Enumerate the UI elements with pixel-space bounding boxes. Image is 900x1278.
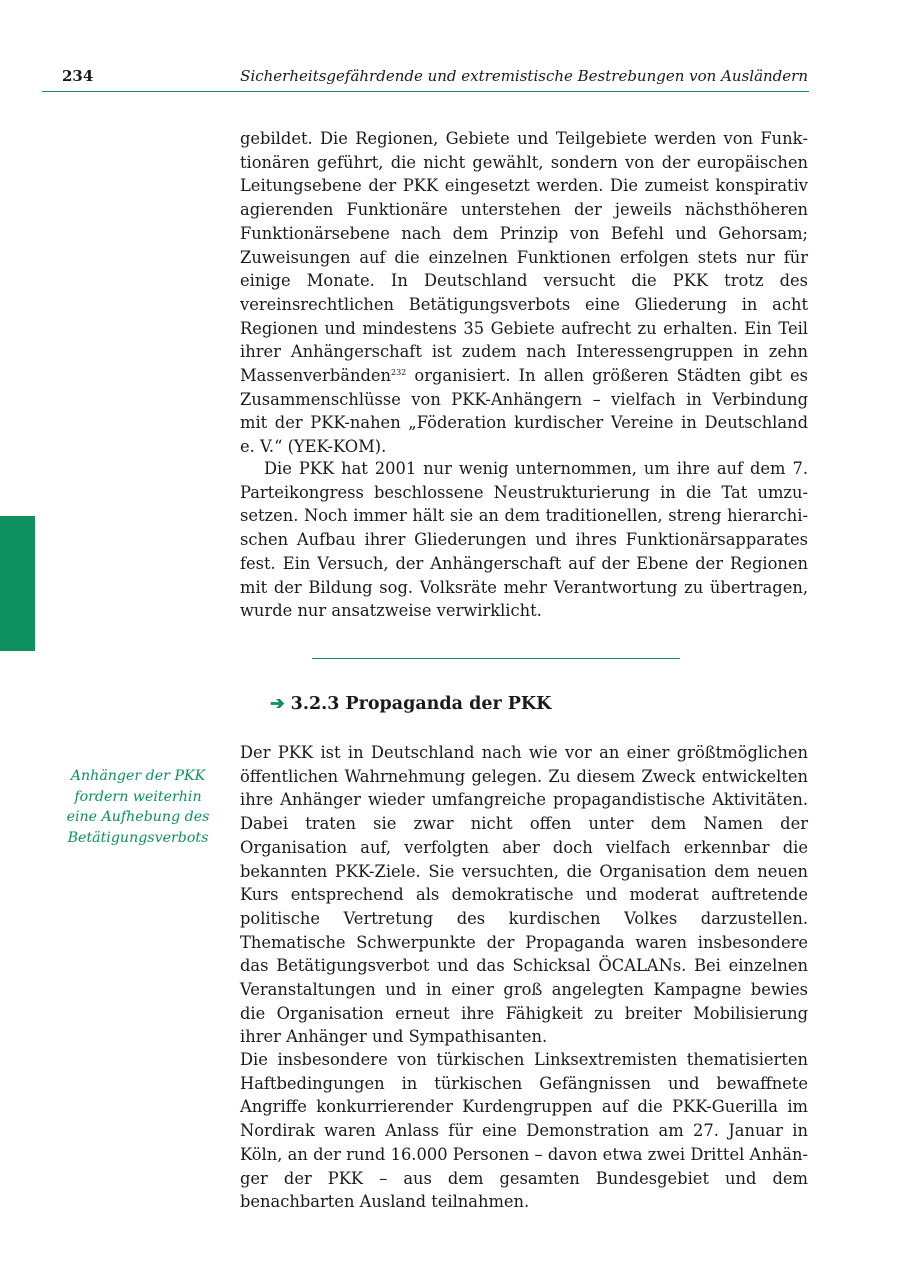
paragraph-1-text-b: organisiert. In allen größeren Städten gibt es Zusammenschlüsse von PKK-Anhängern – vielfach in Verbindung mit der PKK-nahen „Föderation kurdischer Vereine in Deutschland e. V.“ (YEK-KOM). bbox=[240, 366, 808, 457]
paragraph-1 bbox=[240, 127, 808, 459]
header-rule bbox=[42, 91, 809, 92]
margin-note: Anhänger der PKK fordern weiterhin eine Aufhebung des Betätigungsverbots bbox=[66, 768, 210, 846]
section-heading bbox=[270, 694, 551, 714]
paragraph-4 bbox=[240, 1048, 808, 1214]
section-divider bbox=[312, 658, 680, 659]
paragraph-2 bbox=[240, 457, 808, 623]
paragraph-3 bbox=[240, 741, 808, 1049]
chapter-side-tab bbox=[0, 516, 35, 651]
arrow-right-icon: ➔ bbox=[270, 694, 285, 714]
paragraph-4-text: Die insbesondere von türkischen Linksextremisten thematisierten Haftbedingungen in türkischen Gefängnissen und bewaffnete Angriffe konkurrierender Kurdengruppen auf die PKK-Guerilla im Nordirak waren Anlass für eine Demonstration am 27. Januar in Köln, an der rund 16.000 Personen – davon etwa zwei Drittel Anhänger der PKK – aus dem gesamten Bundesgebiet und dem benachbarten Ausland teilnahmen. bbox=[240, 1050, 808, 1212]
paragraph-3-text: Der PKK ist in Deutschland nach wie vor an einer größtmöglichen öffentlichen Wahrnehmung gelegen. Zu diesem Zweck entwickelten ihre Anhänger wieder umfangreiche propagandistische Aktivitäten. Dabei traten sie zwar nicht offen unter dem Namen der Organisation auf, verfolgten aber doch vielfach erkennbar die bekannten PKK-Ziele. Sie versuchten, die Organisation dem neuen Kurs entsprechend als demokratische und moderat auftretende politische Vertretung des kurdischen Volkes darzustellen. Thematische Schwerpunkte der Propaganda waren insbesondere das Betätigungsverbot und das Schicksal ÖCALANs. Bei einzelnen Veranstaltungen und in einer groß angelegten Kampagne bewies die Organisation erneut ihre Fähigkeit zu breiter Mobilisierung ihrer Anhänger und Sympathisanten. bbox=[240, 743, 808, 1047]
paragraph-1-text-a: gebildet. Die Regionen, Gebiete und Teilgebiete werden von Funktionären geführt, die nicht gewählt, sondern von der europäischen Leitungsebene der PKK eingesetzt werden. Die zumeist konspirativ agierenden Funktionäre unterstehen der jeweils nächsthöheren Funktionärsebene nach dem Prinzip von Befehl und Gehorsam; Zuweisungen auf die einzelnen Funktionen erfolgen stets nur für einige Monate. In Deutschland versucht die PKK trotz des vereinsrechtlichen Betätigungsverbots eine Gliederung in acht Regionen und mindestens 35 Gebiete aufrecht zu erhalten. Ein Teil ihrer Anhängerschaft ist zudem nach Interessengruppen in zehn Massenverbänden bbox=[240, 129, 808, 386]
page-number: 234 bbox=[62, 67, 94, 85]
running-head-title: Sicherheitsgefährdende und extremistische Bestrebungen von Ausländern bbox=[240, 67, 808, 85]
section-title: Propaganda der PKK bbox=[345, 694, 552, 714]
section-number: 3.2.3 bbox=[290, 694, 340, 714]
paragraph-2-text: Die PKK hat 2001 nur wenig unternommen, um ihre auf dem 7. Parteikongress beschlossene Neustrukturierung in die Tat umzusetzen. Noch immer hält sie an dem traditionellen, streng hierarchischen Aufbau ihrer Gliederungen und ihres Funktionärsapparates fest. Ein Versuch, der Anhängerschaft auf der Ebene der Regionen mit der Bildung sog. Volksräte mehr Verantwortung zu übertragen, wurde nur ansatzweise verwirklicht. bbox=[240, 459, 808, 621]
footnote-marker[interactable]: 232 bbox=[390, 368, 407, 378]
